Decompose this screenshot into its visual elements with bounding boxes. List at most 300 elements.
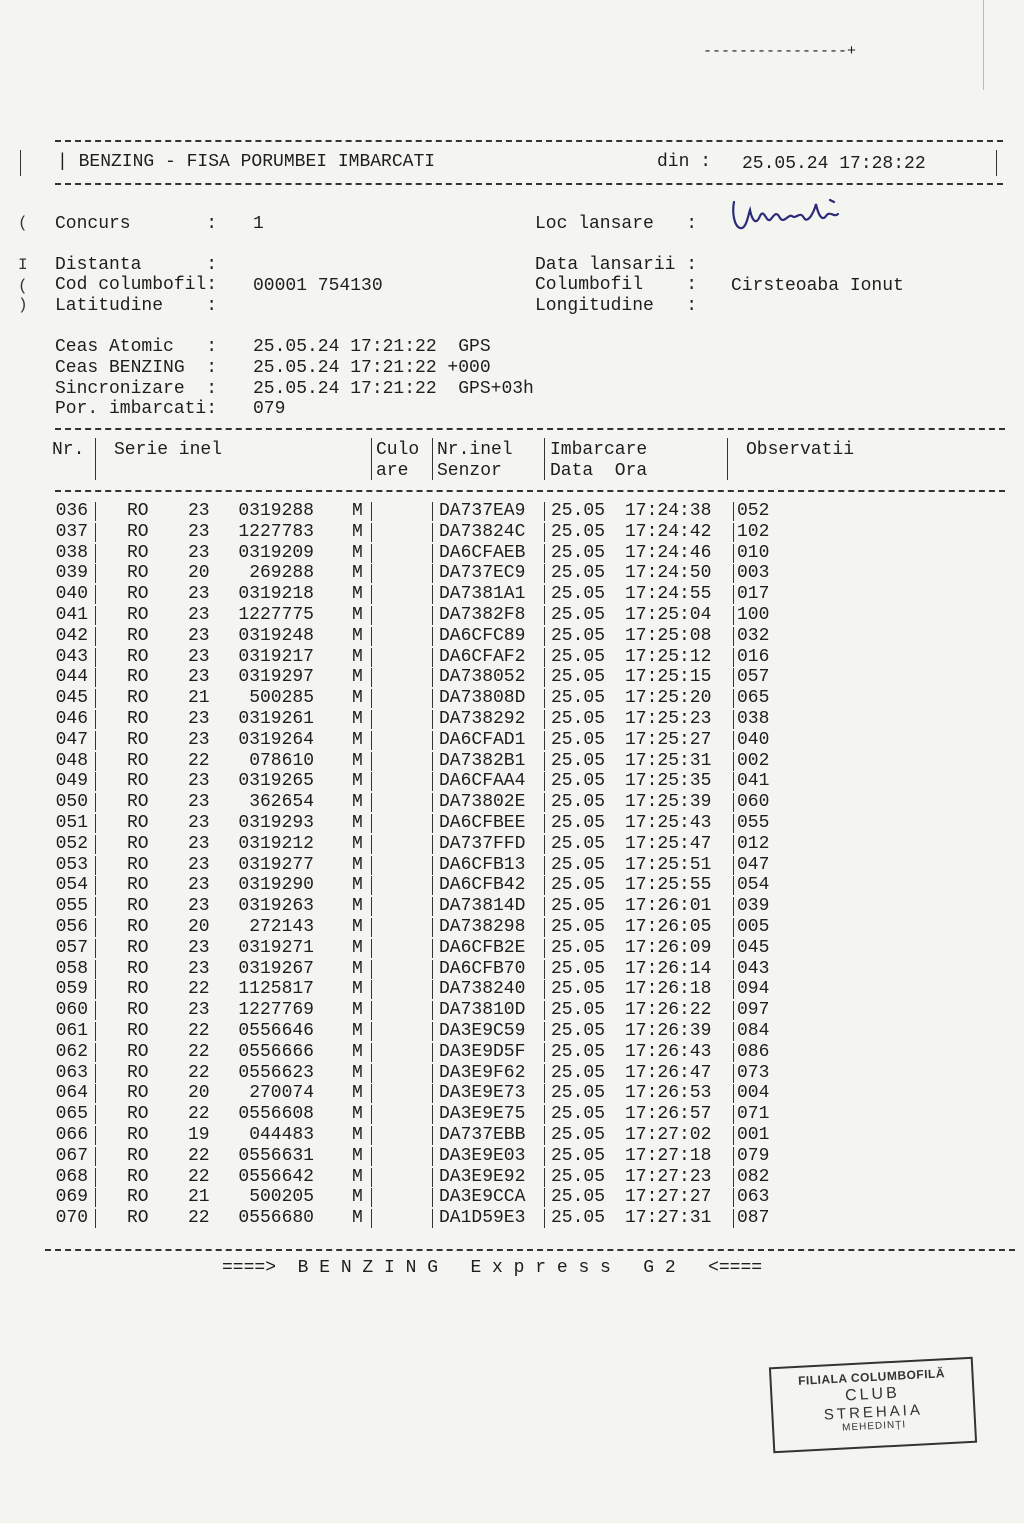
row-nr: 065 <box>55 1104 88 1125</box>
row-sensor: DA6CFAD1 <box>439 729 526 750</box>
row-sensor: DA6CFAF2 <box>439 646 526 667</box>
row-country: RO <box>127 1062 149 1083</box>
footer-banner: ====> B E N Z I N G E x p r e s s G 2 <==== <box>222 1258 763 1278</box>
col-sep <box>371 438 372 480</box>
row-ring-number: 0319290 <box>238 875 314 896</box>
row-country: RO <box>127 937 149 958</box>
row-year: 23 <box>188 584 210 605</box>
row-time: 17:25:08 <box>625 625 712 646</box>
row-time: 17:26:22 <box>625 1000 712 1021</box>
row-col-sep <box>432 897 433 916</box>
row-col-sep <box>432 606 433 625</box>
row-nr: 064 <box>55 1083 88 1104</box>
table-row <box>0 979 1024 1000</box>
table-row <box>0 896 1024 917</box>
row-col-sep <box>544 1188 545 1207</box>
row-col-sep <box>95 876 96 895</box>
row-country: RO <box>127 1104 149 1125</box>
ceas-atomic-value: 25.05.24 17:21:22 GPS <box>253 337 491 357</box>
row-time: 17:25:23 <box>625 709 712 729</box>
row-time: 17:25:39 <box>625 792 712 813</box>
row-nr: 069 <box>55 1187 88 1208</box>
row-country: RO <box>127 1083 149 1104</box>
header-top-rule <box>55 140 1003 142</box>
row-date: 25.05 <box>551 521 606 542</box>
row-col-sep <box>371 793 372 812</box>
row-country: RO <box>127 625 149 646</box>
row-year: 22 <box>188 1145 210 1166</box>
sincronizare-value: 25.05.24 17:21:22 GPS+03h <box>253 379 534 399</box>
row-date: 25.05 <box>551 917 606 937</box>
row-year: 22 <box>188 1104 210 1125</box>
top-mark: ----------------+ <box>703 43 857 60</box>
row-year: 23 <box>188 792 210 813</box>
row-ring-number: 362654 <box>249 792 314 813</box>
row-nr: 044 <box>55 667 88 688</box>
scan-edge <box>983 0 1024 90</box>
row-year: 23 <box>188 813 210 833</box>
row-observatii: 060 <box>737 792 770 813</box>
row-sensor: DA6CFBEE <box>439 813 526 833</box>
row-sex: M <box>352 1145 363 1166</box>
row-country: RO <box>127 667 149 688</box>
row-col-sep <box>95 1001 96 1020</box>
row-sensor: DA73802E <box>439 792 526 813</box>
row-nr: 049 <box>55 771 88 792</box>
row-sex: M <box>352 937 363 958</box>
row-col-sep <box>432 856 433 875</box>
row-sex: M <box>352 958 363 979</box>
table-row <box>0 709 1024 730</box>
row-sensor: DA3E9E73 <box>439 1083 526 1104</box>
row-col-sep <box>371 1043 372 1062</box>
row-col-sep <box>544 689 545 708</box>
row-col-sep <box>371 648 372 667</box>
row-time: 17:27:31 <box>625 1208 712 1229</box>
signature <box>730 196 850 236</box>
margin-bar <box>20 150 21 176</box>
row-col-sep <box>95 939 96 958</box>
row-ring-number: 0319218 <box>238 584 314 605</box>
row-col-sep <box>95 856 96 875</box>
table-row <box>0 771 1024 792</box>
row-col-sep <box>432 1188 433 1207</box>
row-time: 17:25:04 <box>625 605 712 625</box>
row-ring-number: 0319264 <box>238 729 314 750</box>
row-sensor: DA73824C <box>439 521 526 542</box>
row-sex: M <box>352 1187 363 1208</box>
row-col-sep <box>544 585 545 604</box>
row-col-sep <box>733 606 734 625</box>
table-row <box>0 1208 1024 1229</box>
row-col-sep <box>544 668 545 687</box>
header-bottom-rule <box>55 183 1003 185</box>
row-date: 25.05 <box>551 729 606 750</box>
row-observatii: 071 <box>737 1104 770 1125</box>
distanta-label: Distanta : <box>55 255 218 275</box>
row-observatii: 065 <box>737 688 770 709</box>
row-time: 17:24:38 <box>625 501 712 521</box>
row-col-sep <box>95 897 96 916</box>
row-col-sep <box>733 1022 734 1041</box>
row-col-sep <box>371 668 372 687</box>
row-year: 23 <box>188 542 210 563</box>
row-col-sep <box>371 1188 372 1207</box>
row-nr: 052 <box>55 833 88 854</box>
row-date: 25.05 <box>551 833 606 854</box>
row-col-sep <box>544 1001 545 1020</box>
row-sensor: DA6CFB13 <box>439 854 526 875</box>
longitudine-label: Longitudine : <box>535 296 698 316</box>
row-nr: 038 <box>55 542 88 563</box>
row-col-sep <box>733 523 734 542</box>
row-col-sep <box>371 502 372 521</box>
row-sex: M <box>352 646 363 667</box>
row-sex: M <box>352 542 363 563</box>
row-sensor: DA3E9C59 <box>439 1021 526 1041</box>
row-col-sep <box>544 814 545 833</box>
row-col-sep <box>371 1147 372 1166</box>
table-row <box>0 1042 1024 1063</box>
row-observatii: 087 <box>737 1208 770 1229</box>
row-ring-number: 0319267 <box>238 958 314 979</box>
row-year: 21 <box>188 1187 210 1208</box>
row-sensor: DA3E9D5F <box>439 1041 526 1062</box>
row-sensor: DA3E9E75 <box>439 1104 526 1125</box>
row-date: 25.05 <box>551 1125 606 1145</box>
row-year: 23 <box>188 709 210 729</box>
row-ring-number: 0319261 <box>238 709 314 729</box>
row-country: RO <box>127 1187 149 1208</box>
row-year: 23 <box>188 605 210 625</box>
row-sex: M <box>352 1041 363 1062</box>
row-col-sep <box>544 897 545 916</box>
row-ring-number: 0556680 <box>238 1208 314 1229</box>
row-observatii: 100 <box>737 605 770 625</box>
row-col-sep <box>371 1064 372 1083</box>
row-nr: 067 <box>55 1145 88 1166</box>
row-date: 25.05 <box>551 854 606 875</box>
row-year: 23 <box>188 771 210 792</box>
row-ring-number: 0319212 <box>238 833 314 854</box>
row-col-sep <box>544 523 545 542</box>
row-col-sep <box>432 814 433 833</box>
row-sex: M <box>352 771 363 792</box>
row-observatii: 003 <box>737 563 770 584</box>
row-year: 23 <box>188 937 210 958</box>
row-col-sep <box>432 544 433 563</box>
row-col-sep <box>95 1168 96 1187</box>
row-time: 17:25:12 <box>625 646 712 667</box>
row-ring-number: 0556623 <box>238 1062 314 1083</box>
row-year: 23 <box>188 875 210 896</box>
row-col-sep <box>733 1084 734 1103</box>
row-date: 25.05 <box>551 750 606 771</box>
row-col-sep <box>733 1188 734 1207</box>
row-col-sep <box>544 1084 545 1103</box>
row-col-sep <box>432 1064 433 1083</box>
row-sensor: DA737EA9 <box>439 501 526 521</box>
row-observatii: 012 <box>737 833 770 854</box>
concurs-value: 1 <box>253 214 264 234</box>
row-col-sep <box>544 1043 545 1062</box>
row-sensor: DA3E9E92 <box>439 1166 526 1187</box>
row-ring-number: 0556666 <box>238 1041 314 1062</box>
row-year: 20 <box>188 917 210 937</box>
table-row <box>0 688 1024 709</box>
row-nr: 057 <box>55 937 88 958</box>
row-ring-number: 0556646 <box>238 1021 314 1041</box>
row-col-sep <box>733 918 734 937</box>
row-sex: M <box>352 1062 363 1083</box>
row-country: RO <box>127 729 149 750</box>
table-row <box>0 626 1024 647</box>
row-col-sep <box>733 835 734 854</box>
row-col-sep <box>432 835 433 854</box>
row-col-sep <box>95 793 96 812</box>
row-col-sep <box>95 960 96 979</box>
row-sensor: DA738052 <box>439 667 526 688</box>
row-nr: 063 <box>55 1062 88 1083</box>
row-country: RO <box>127 958 149 979</box>
row-sensor: DA3E9F62 <box>439 1062 526 1083</box>
row-year: 23 <box>188 854 210 875</box>
row-year: 22 <box>188 1041 210 1062</box>
row-date: 25.05 <box>551 709 606 729</box>
row-ring-number: 0319277 <box>238 854 314 875</box>
row-col-sep <box>371 1126 372 1145</box>
row-col-sep <box>432 710 433 729</box>
row-sensor: DA738240 <box>439 979 526 1000</box>
row-col-sep <box>432 876 433 895</box>
row-observatii: 032 <box>737 625 770 646</box>
row-col-sep <box>432 793 433 812</box>
row-observatii: 004 <box>737 1083 770 1104</box>
row-date: 25.05 <box>551 1000 606 1021</box>
row-date: 25.05 <box>551 1104 606 1125</box>
row-col-sep <box>432 772 433 791</box>
row-col-sep <box>544 1147 545 1166</box>
row-time: 17:26:01 <box>625 896 712 917</box>
stamp-line-3: STREHAIA <box>823 1401 924 1424</box>
row-sensor: DA6CFC89 <box>439 625 526 646</box>
row-col-sep <box>371 710 372 729</box>
row-date: 25.05 <box>551 563 606 584</box>
row-observatii: 001 <box>737 1125 770 1145</box>
row-col-sep <box>733 731 734 750</box>
row-col-sep <box>432 1105 433 1124</box>
row-col-sep <box>95 1022 96 1041</box>
row-observatii: 038 <box>737 709 770 729</box>
row-sensor: DA738298 <box>439 917 526 937</box>
row-sex: M <box>352 813 363 833</box>
row-time: 17:27:23 <box>625 1166 712 1187</box>
row-country: RO <box>127 1000 149 1021</box>
row-sensor: DA73814D <box>439 896 526 917</box>
col-imbarcare-1: Imbarcare <box>550 440 648 460</box>
row-col-sep <box>544 960 545 979</box>
row-nr: 068 <box>55 1166 88 1187</box>
row-sex: M <box>352 584 363 605</box>
row-observatii: 073 <box>737 1062 770 1083</box>
row-time: 17:26:39 <box>625 1021 712 1041</box>
row-col-sep <box>544 731 545 750</box>
row-col-sep <box>95 668 96 687</box>
row-nr: 060 <box>55 1000 88 1021</box>
table-row <box>0 647 1024 668</box>
table-row <box>0 938 1024 959</box>
row-time: 17:26:18 <box>625 979 712 1000</box>
table-row <box>0 1083 1024 1104</box>
row-col-sep <box>95 1188 96 1207</box>
row-time: 17:26:43 <box>625 1041 712 1062</box>
row-col-sep <box>733 689 734 708</box>
col-sep <box>432 438 433 480</box>
row-sex: M <box>352 1208 363 1229</box>
row-col-sep <box>371 876 372 895</box>
row-date: 25.05 <box>551 667 606 688</box>
row-ring-number: 0319293 <box>238 813 314 833</box>
row-time: 17:26:09 <box>625 937 712 958</box>
table-row <box>0 1104 1024 1125</box>
row-date: 25.05 <box>551 625 606 646</box>
row-col-sep <box>95 627 96 646</box>
row-country: RO <box>127 813 149 833</box>
club-stamp <box>769 1357 977 1454</box>
row-sex: M <box>352 792 363 813</box>
row-observatii: 010 <box>737 542 770 563</box>
row-time: 17:25:43 <box>625 813 712 833</box>
row-col-sep <box>95 1084 96 1103</box>
row-date: 25.05 <box>551 501 606 521</box>
row-country: RO <box>127 584 149 605</box>
row-sex: M <box>352 896 363 917</box>
row-sensor: DA1D59E3 <box>439 1208 526 1229</box>
row-col-sep <box>95 1105 96 1124</box>
row-col-sep <box>95 980 96 999</box>
row-col-sep <box>371 585 372 604</box>
row-col-sep <box>733 502 734 521</box>
row-ring-number: 1227775 <box>238 605 314 625</box>
row-ring-number: 0319248 <box>238 625 314 646</box>
row-country: RO <box>127 896 149 917</box>
row-nr: 050 <box>55 792 88 813</box>
table-row <box>0 855 1024 876</box>
row-country: RO <box>127 688 149 709</box>
row-year: 22 <box>188 750 210 771</box>
row-time: 17:25:15 <box>625 667 712 688</box>
row-col-sep <box>95 1147 96 1166</box>
row-col-sep <box>95 523 96 542</box>
row-col-sep <box>733 793 734 812</box>
row-sex: M <box>352 979 363 1000</box>
row-col-sep <box>95 814 96 833</box>
row-date: 25.05 <box>551 1166 606 1187</box>
row-country: RO <box>127 979 149 1000</box>
row-observatii: 041 <box>737 771 770 792</box>
row-country: RO <box>127 709 149 729</box>
row-sex: M <box>352 625 363 646</box>
row-sex: M <box>352 1104 363 1125</box>
row-ring-number: 500285 <box>249 688 314 709</box>
row-observatii: 063 <box>737 1187 770 1208</box>
ceas-atomic-label: Ceas Atomic : <box>55 337 218 357</box>
row-sex: M <box>352 875 363 896</box>
table-row <box>0 1187 1024 1208</box>
row-col-sep <box>432 523 433 542</box>
row-date: 25.05 <box>551 1041 606 1062</box>
ceas-benzing-label: Ceas BENZING : <box>55 358 218 378</box>
table-row <box>0 522 1024 543</box>
row-col-sep <box>371 1168 372 1187</box>
row-sensor: DA737FFD <box>439 833 526 854</box>
table-row <box>0 605 1024 626</box>
row-country: RO <box>127 1208 149 1229</box>
row-col-sep <box>432 1147 433 1166</box>
latitudine-label: Latitudine : <box>55 296 218 316</box>
row-col-sep <box>733 668 734 687</box>
row-date: 25.05 <box>551 1083 606 1104</box>
row-ring-number: 0319288 <box>238 501 314 521</box>
col-sep <box>727 438 728 480</box>
row-country: RO <box>127 501 149 521</box>
table-row <box>0 501 1024 522</box>
row-col-sep <box>544 980 545 999</box>
row-ring-number: 0556631 <box>238 1145 314 1166</box>
row-observatii: 057 <box>737 667 770 688</box>
row-col-sep <box>544 1126 545 1145</box>
row-col-sep <box>733 544 734 563</box>
row-col-sep <box>733 876 734 895</box>
row-col-sep <box>544 1022 545 1041</box>
row-time: 17:26:05 <box>625 917 712 937</box>
row-nr: 046 <box>55 709 88 729</box>
row-col-sep <box>432 731 433 750</box>
row-year: 22 <box>188 979 210 1000</box>
row-sensor: DA3E9E03 <box>439 1145 526 1166</box>
row-time: 17:24:50 <box>625 563 712 584</box>
row-sensor: DA6CFAEB <box>439 542 526 563</box>
row-nr: 066 <box>55 1125 88 1145</box>
row-col-sep <box>432 585 433 604</box>
row-col-sep <box>371 627 372 646</box>
data-lansarii-label: Data lansarii : <box>535 255 698 275</box>
row-date: 25.05 <box>551 605 606 625</box>
col-nr-inel-1: Nr.inel <box>437 440 513 460</box>
row-col-sep <box>733 585 734 604</box>
row-country: RO <box>127 563 149 584</box>
row-observatii: 055 <box>737 813 770 833</box>
row-sensor: DA6CFAA4 <box>439 771 526 792</box>
row-nr: 042 <box>55 625 88 646</box>
row-country: RO <box>127 542 149 563</box>
row-col-sep <box>733 752 734 771</box>
col-culoare-1: Culo <box>376 440 420 460</box>
columbofil-value: Cirsteoaba Ionut <box>731 276 904 296</box>
row-col-sep <box>544 772 545 791</box>
row-nr: 053 <box>55 854 88 875</box>
row-sensor: DA7382F8 <box>439 605 526 625</box>
margin-mark: ) <box>18 296 28 314</box>
cod-columbofil-label: Cod columbofil: <box>55 275 218 295</box>
row-date: 25.05 <box>551 1021 606 1041</box>
row-date: 25.05 <box>551 792 606 813</box>
margin-mark: I <box>18 256 28 274</box>
table-header-rule <box>55 490 1005 492</box>
row-col-sep <box>544 710 545 729</box>
row-col-sep <box>733 1126 734 1145</box>
row-nr: 051 <box>55 813 88 833</box>
